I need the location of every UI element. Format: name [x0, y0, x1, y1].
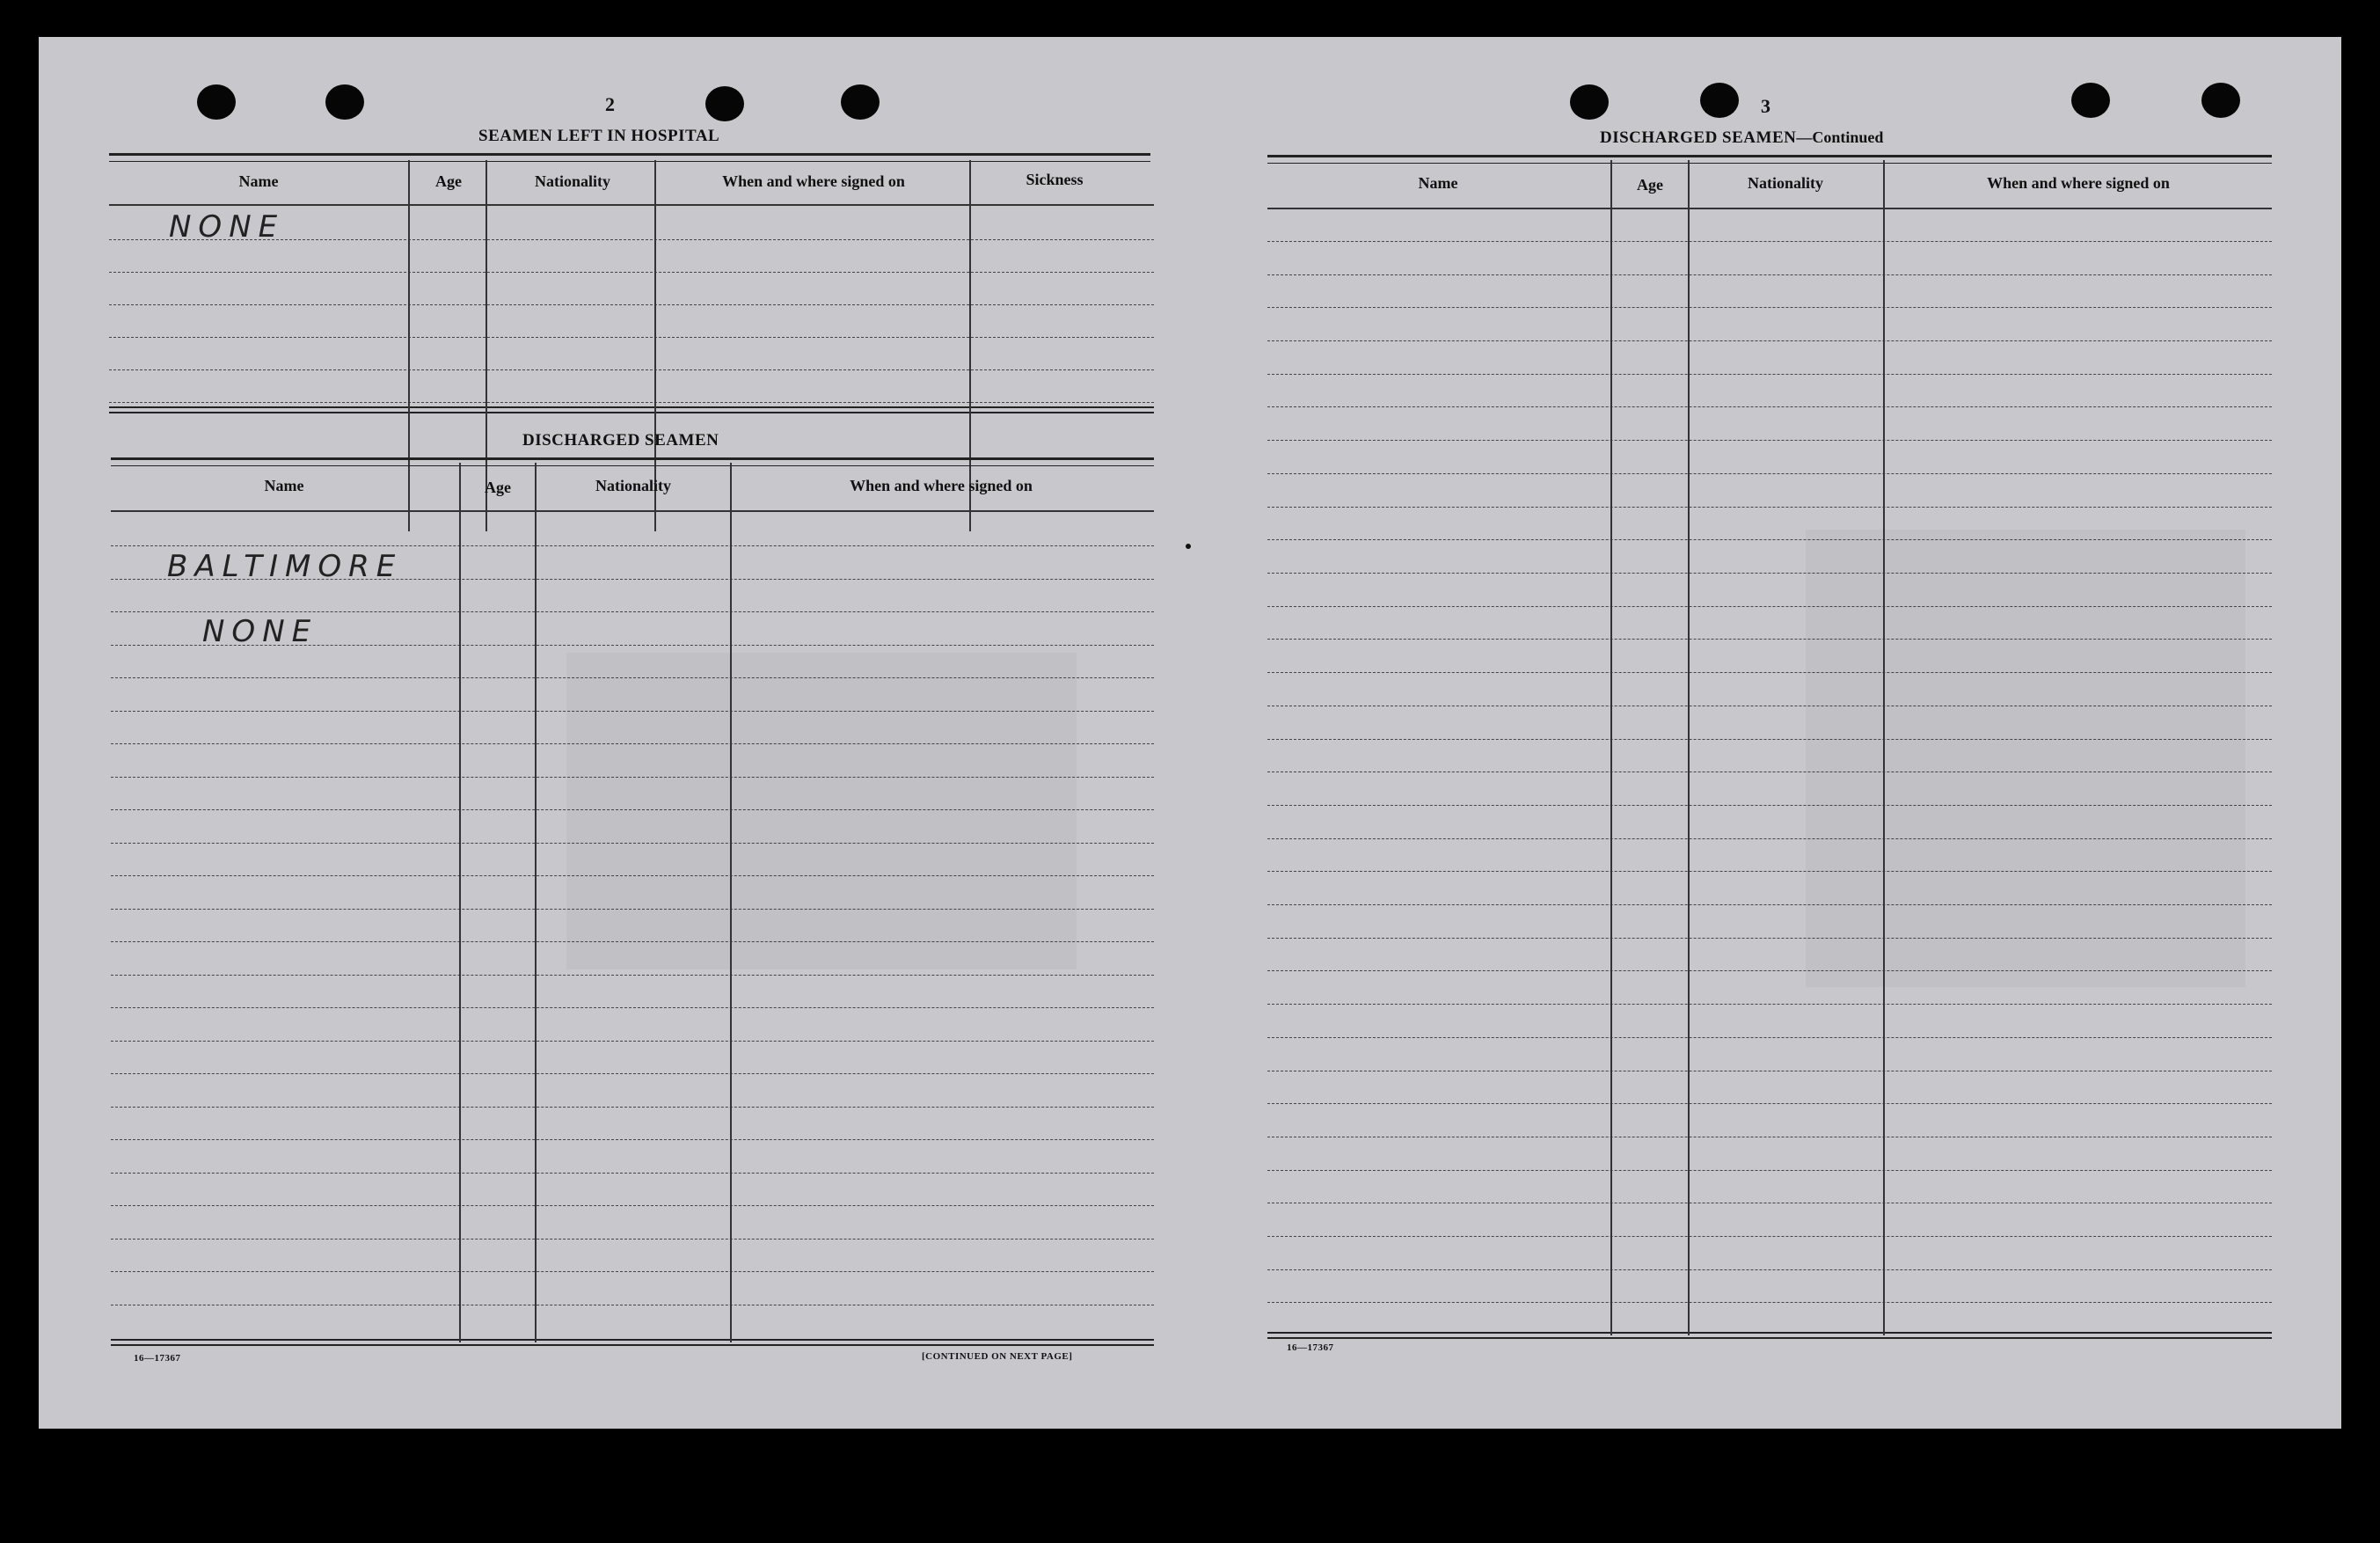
table-row-line — [1267, 340, 2272, 341]
column-header-nationality: Nationality — [595, 477, 671, 494]
table-top-rule — [111, 457, 1154, 466]
page-number: 3 — [1761, 95, 1770, 117]
bleed-through-marks — [1806, 530, 2245, 987]
table-row-line — [1267, 274, 2272, 275]
table-row-line — [1267, 374, 2272, 375]
punch-hole — [2201, 83, 2240, 118]
header-rule — [111, 510, 1154, 512]
column-divider — [1688, 160, 1690, 1335]
handwritten-entry: BALTIMORE — [167, 549, 403, 584]
table-row-line — [111, 1139, 1154, 1140]
column-header-age: Age — [485, 479, 511, 496]
punch-hole — [841, 84, 880, 120]
table-row-line — [111, 611, 1154, 612]
table-row-line — [1267, 507, 2272, 508]
hospital-section-title: SEAMEN LEFT IN HOSPITAL — [478, 127, 720, 145]
title-text: DISCHARGED SEAMEN — [1600, 128, 1797, 147]
left-page — [39, 37, 1190, 1429]
table-row-line — [1267, 473, 2272, 474]
table-top-rule — [109, 153, 1150, 162]
column-divider — [1610, 160, 1612, 1335]
column-divider — [408, 160, 410, 531]
right-page — [1190, 37, 2341, 1429]
title-suffix: —Continued — [1796, 128, 1884, 146]
form-code: 16—17367 — [1287, 1342, 1334, 1353]
table-row-line — [1267, 241, 2272, 242]
column-header-name: Name — [238, 172, 279, 190]
column-divider — [535, 463, 537, 1342]
handwritten-entry: NONE — [202, 614, 318, 649]
column-divider — [654, 160, 656, 531]
punch-hole — [705, 86, 744, 121]
table-row-line — [1267, 440, 2272, 441]
column-divider — [485, 160, 487, 531]
column-header-age: Age — [1637, 176, 1663, 194]
continued-note: [CONTINUED ON NEXT PAGE] — [922, 1351, 1073, 1362]
column-header-signed-on: When and where signed on — [722, 172, 905, 190]
bleed-through-marks — [566, 653, 1077, 969]
column-header-sickness: Sickness — [1026, 171, 1084, 188]
table-bottom-rule — [109, 406, 1154, 413]
table-row-line — [111, 975, 1154, 976]
punch-hole — [1570, 84, 1609, 120]
table-row-line — [1267, 1170, 2272, 1171]
column-divider — [969, 160, 971, 531]
page-number: 2 — [605, 93, 615, 115]
column-header-signed-on: When and where signed on — [1987, 174, 2170, 192]
table-row-line — [111, 545, 1154, 546]
table-row-line — [111, 1173, 1154, 1174]
table-row-line — [111, 1107, 1154, 1108]
table-row-line — [1267, 1302, 2272, 1303]
table-row-line — [1267, 307, 2272, 308]
table-row-line — [111, 1271, 1154, 1272]
column-header-age: Age — [435, 172, 462, 190]
table-top-rule — [1267, 155, 2272, 164]
column-header-signed-on: When and where signed on — [850, 477, 1033, 494]
form-code: 16—17367 — [134, 1353, 181, 1364]
table-row-line — [111, 1041, 1154, 1042]
table-row-line — [1267, 1103, 2272, 1104]
table-row-line — [109, 402, 1154, 403]
table-row-line — [109, 337, 1154, 338]
punch-hole — [2071, 83, 2110, 118]
discharged-section-title: DISCHARGED SEAMEN — [522, 431, 719, 450]
table-row-line — [111, 1205, 1154, 1206]
table-row-line — [109, 369, 1154, 370]
column-header-nationality: Nationality — [1747, 174, 1823, 192]
table-row-line — [1267, 406, 2272, 407]
handwritten-entry: NONE — [169, 209, 285, 245]
table-row-line — [1267, 1004, 2272, 1005]
table-row-line — [111, 1007, 1154, 1008]
discharged-continued-title — [1600, 128, 1883, 148]
column-header-name: Name — [264, 477, 304, 494]
ink-speck — [1186, 544, 1191, 549]
header-rule — [109, 204, 1154, 206]
column-divider — [459, 463, 461, 1342]
punch-hole — [1700, 83, 1739, 118]
punch-hole — [325, 84, 364, 120]
table-row-line — [109, 272, 1154, 273]
table-row-line — [109, 304, 1154, 305]
header-rule — [1267, 208, 2272, 209]
table-row-line — [1267, 1236, 2272, 1237]
table-row-line — [1267, 1269, 2272, 1270]
table-row-line — [111, 1239, 1154, 1240]
column-header-name: Name — [1418, 174, 1458, 192]
table-row-line — [111, 1073, 1154, 1074]
table-bottom-rule — [111, 1339, 1154, 1346]
table-row-line — [1267, 1037, 2272, 1038]
column-header-nationality: Nationality — [534, 172, 610, 190]
document-paper — [39, 37, 2341, 1429]
punch-hole — [197, 84, 236, 120]
table-bottom-rule — [1267, 1332, 2272, 1339]
